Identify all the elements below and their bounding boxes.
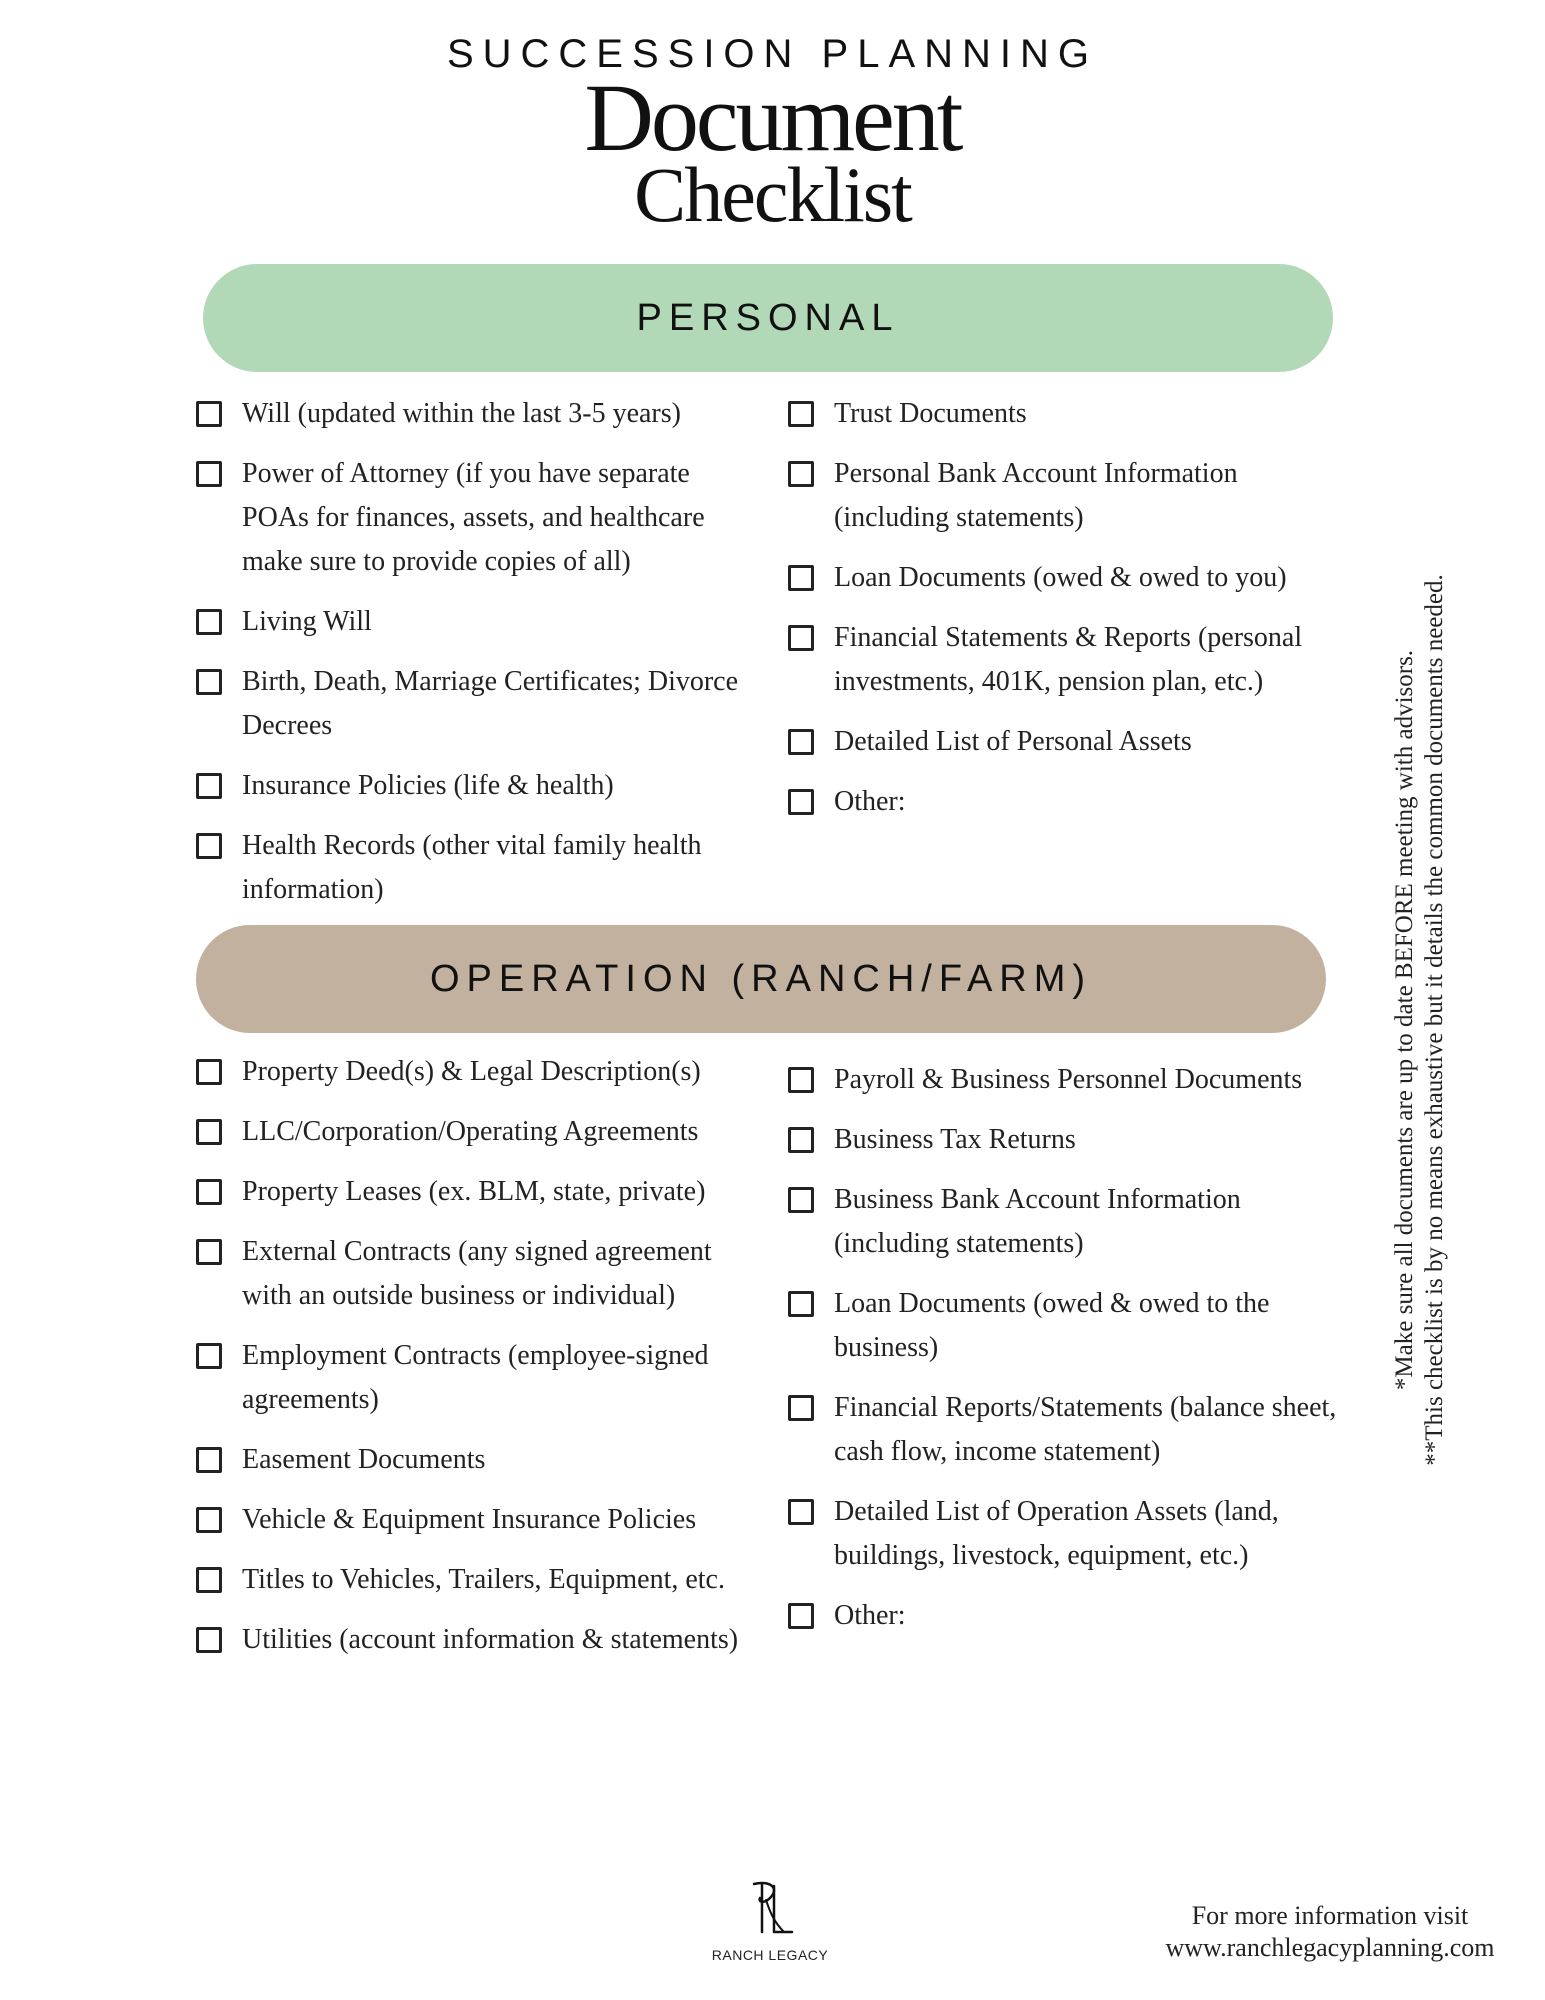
checklist-item[interactable] bbox=[196, 1110, 756, 1154]
checklist-item-label: Employment Contracts (employee-signed agreements) bbox=[242, 1340, 709, 1415]
footer-info bbox=[1150, 1900, 1510, 1964]
checklist-item[interactable] bbox=[196, 764, 756, 808]
checklist-item[interactable] bbox=[196, 1558, 756, 1602]
rl-monogram-icon bbox=[740, 1878, 800, 1940]
checkbox[interactable] bbox=[788, 1067, 814, 1093]
checklist-item-label: Birth, Death, Marriage Certificates; Divorce Decrees bbox=[242, 666, 739, 741]
checklist-item[interactable] bbox=[788, 1058, 1348, 1102]
checklist-item-label: Trust Documents bbox=[834, 398, 1027, 429]
personal-left-column bbox=[196, 392, 756, 912]
operation-left-column bbox=[196, 1050, 756, 1662]
checklist-item[interactable] bbox=[788, 616, 1348, 704]
checklist-item-label: Vehicle & Equipment Insurance Policies bbox=[242, 1504, 697, 1535]
checkbox[interactable] bbox=[788, 789, 814, 815]
checklist-item-label: Business Tax Returns bbox=[834, 1124, 1076, 1155]
checklist-item[interactable] bbox=[788, 392, 1348, 436]
checklist-item-label: Property Deed(s) & Legal Description(s) bbox=[242, 1056, 701, 1087]
checklist-item-label: Other: bbox=[834, 786, 906, 817]
checkbox[interactable] bbox=[788, 729, 814, 755]
checkbox[interactable] bbox=[788, 1187, 814, 1213]
checklist-item-label: Living Will bbox=[242, 606, 372, 637]
checkbox[interactable] bbox=[788, 1603, 814, 1629]
checklist-item[interactable] bbox=[788, 1594, 1348, 1638]
checklist-item-label: Insurance Policies (life & health) bbox=[242, 770, 614, 801]
side-note-line1: *Make sure all documents are up to date BEFORE meeting with advisors. bbox=[1391, 649, 1418, 1391]
checkbox[interactable] bbox=[196, 1239, 222, 1265]
checklist-item[interactable] bbox=[788, 1490, 1348, 1578]
checkbox[interactable] bbox=[196, 833, 222, 859]
checklist-item[interactable] bbox=[196, 1334, 756, 1422]
checklist-item-label: Detailed List of Personal Assets bbox=[834, 726, 1192, 757]
checklist-item[interactable] bbox=[788, 720, 1348, 764]
checkbox[interactable] bbox=[788, 1395, 814, 1421]
checklist-item[interactable] bbox=[196, 1438, 756, 1482]
checklist-item[interactable] bbox=[196, 1230, 756, 1318]
checkbox[interactable] bbox=[788, 401, 814, 427]
checklist-item-label: Property Leases (ex. BLM, state, private) bbox=[242, 1176, 706, 1207]
checklist-item-label: Easement Documents bbox=[242, 1444, 486, 1475]
footer-line1: For more information visit bbox=[1191, 1901, 1469, 1930]
checklist-item-label: Financial Reports/Statements (balance sheet, cash flow, income statement) bbox=[834, 1392, 1337, 1467]
checklist-item-label: Personal Bank Account Information (including statements) bbox=[834, 458, 1238, 533]
checkbox[interactable] bbox=[788, 1291, 814, 1317]
checkbox[interactable] bbox=[196, 1507, 222, 1533]
checklist-item-label: Other: bbox=[834, 1600, 906, 1631]
checklist-item-label: Loan Documents (owed & owed to you) bbox=[834, 562, 1287, 593]
checkbox[interactable] bbox=[196, 773, 222, 799]
checkbox[interactable] bbox=[788, 1499, 814, 1525]
footer-website-link[interactable]: www.ranchlegacyplanning.com bbox=[1165, 1933, 1495, 1962]
checkbox[interactable] bbox=[196, 1059, 222, 1085]
checkbox[interactable] bbox=[196, 609, 222, 635]
page-title-line2: Checklist bbox=[634, 151, 911, 238]
checkbox[interactable] bbox=[788, 1127, 814, 1153]
checkbox[interactable] bbox=[196, 1119, 222, 1145]
checkbox[interactable] bbox=[788, 565, 814, 591]
logo-caption: RANCH LEGACY bbox=[711, 1947, 829, 1963]
checklist-item[interactable] bbox=[788, 556, 1348, 600]
checklist-item-label: Titles to Vehicles, Trailers, Equipment, etc. bbox=[242, 1564, 725, 1595]
checklist-item-label: Utilities (account information & statements) bbox=[242, 1624, 739, 1655]
checkbox[interactable] bbox=[196, 401, 222, 427]
checklist-item-label: Detailed List of Operation Assets (land, buildings, livestock, equipment, etc.) bbox=[834, 1496, 1279, 1571]
checklist-item[interactable] bbox=[196, 1618, 756, 1662]
checklist-item-label: Health Records (other vital family health information) bbox=[242, 830, 702, 905]
checkbox[interactable] bbox=[788, 461, 814, 487]
checkbox[interactable] bbox=[196, 1627, 222, 1653]
checklist-item-label: Loan Documents (owed & owed to the business) bbox=[834, 1288, 1270, 1363]
checkbox[interactable] bbox=[196, 1567, 222, 1593]
checklist-item[interactable] bbox=[196, 824, 756, 912]
checklist-item-label: Will (updated within the last 3-5 years) bbox=[242, 398, 681, 429]
operation-right-column bbox=[788, 1058, 1348, 1638]
ranch-legacy-logo bbox=[700, 1878, 840, 1963]
checklist-item[interactable] bbox=[788, 1178, 1348, 1266]
page-kicker: SUCCESSION PLANNING bbox=[446, 32, 1099, 76]
checkbox[interactable] bbox=[196, 669, 222, 695]
checkbox[interactable] bbox=[196, 1179, 222, 1205]
checklist-item-label: Power of Attorney (if you have separate POAs for finances, assets, and healthcare make sure to provide copies of all) bbox=[242, 458, 705, 577]
checklist-item-label: Business Bank Account Information (including statements) bbox=[834, 1184, 1241, 1259]
checklist-item[interactable] bbox=[788, 1118, 1348, 1162]
checkbox[interactable] bbox=[196, 1447, 222, 1473]
personal-section-heading: PERSONAL bbox=[636, 296, 900, 339]
checklist-item[interactable] bbox=[196, 1498, 756, 1542]
checklist-item[interactable] bbox=[196, 452, 756, 584]
operation-section-banner bbox=[196, 925, 1326, 1033]
checklist-item-label: Payroll & Business Personnel Documents bbox=[834, 1064, 1303, 1095]
checklist-item[interactable] bbox=[788, 780, 1348, 824]
checklist-item[interactable] bbox=[196, 1050, 756, 1094]
page-title-line1: Document bbox=[584, 64, 961, 171]
checklist-item[interactable] bbox=[788, 452, 1348, 540]
side-note-line2: **This checklist is by no means exhaustive but it details the common documents needed. bbox=[1421, 574, 1448, 1466]
operation-section-heading: OPERATION (RANCH/FARM) bbox=[429, 957, 1093, 1000]
checklist-item[interactable] bbox=[788, 1386, 1348, 1474]
checklist-item[interactable] bbox=[788, 1282, 1348, 1370]
checkbox[interactable] bbox=[196, 1343, 222, 1369]
page-header bbox=[0, 30, 1545, 238]
personal-section-banner bbox=[203, 264, 1333, 372]
checklist-item[interactable] bbox=[196, 600, 756, 644]
checklist-item-label: Financial Statements & Reports (personal investments, 401K, pension plan, etc.) bbox=[834, 622, 1303, 697]
checklist-item[interactable] bbox=[196, 660, 756, 748]
checkbox[interactable] bbox=[196, 461, 222, 487]
checklist-item-label: External Contracts (any signed agreement with an outside business or individual) bbox=[242, 1236, 712, 1311]
checklist-item-label: LLC/Corporation/Operating Agreements bbox=[242, 1116, 699, 1147]
checklist-item[interactable] bbox=[196, 1170, 756, 1214]
personal-right-column bbox=[788, 392, 1348, 824]
checkbox[interactable] bbox=[788, 625, 814, 651]
checklist-item[interactable] bbox=[196, 392, 756, 436]
